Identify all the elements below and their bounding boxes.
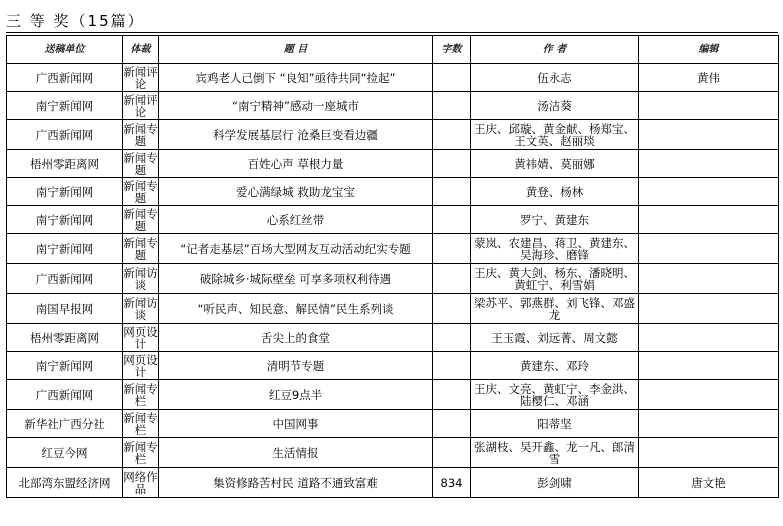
cell-author: 张湖枝、吴开鑫、龙一凡、郎清雪 xyxy=(471,438,639,468)
cell-author: 罗宁、黄建东 xyxy=(471,206,639,234)
cell-unit: 南国早报网 xyxy=(7,294,123,324)
table-row xyxy=(7,438,779,468)
cell-unit: 梧州零距离网 xyxy=(7,324,123,352)
cell-title: “南宁精神”感动一座城市 xyxy=(159,92,433,120)
cell-title: 集资修路苦村民 道路不通致富难 xyxy=(159,468,433,498)
cell-type: 新闻访谈 xyxy=(123,265,158,292)
cell-title: 宾鸡老人己倒下 “良知”亟待共同“捡起” xyxy=(159,64,433,92)
cell-words xyxy=(433,264,471,294)
cell-author: 王庆、黄大剑、杨东、潘晓明、黄虹宁、利雪娟 xyxy=(471,264,639,294)
cell-unit: 广西新闻网 xyxy=(7,380,123,410)
table-row xyxy=(7,92,779,120)
cell-author: 黄登、杨林 xyxy=(471,178,639,206)
cell-type: 新闻专题 xyxy=(123,121,158,148)
cell-unit: 南宁新闻网 xyxy=(7,352,123,380)
cell-editor xyxy=(639,178,779,206)
section-header xyxy=(6,8,778,33)
cell-words xyxy=(433,410,471,438)
cell-unit: 南宁新闻网 xyxy=(7,92,123,120)
cell-author: 黄建东、邓玲 xyxy=(471,352,639,380)
cell-author: 黄祎婧、莫丽娜 xyxy=(471,150,639,178)
table-row xyxy=(7,234,779,264)
cell-author: 梁苏平、郭燕群、刘飞锋、邓盛龙 xyxy=(471,294,639,324)
cell-words xyxy=(433,150,471,178)
cell-editor xyxy=(639,120,779,150)
cell-editor xyxy=(639,150,779,178)
table-row xyxy=(7,324,779,352)
header-author: 作 者 xyxy=(471,36,639,64)
cell-author: 彭剑啸 xyxy=(471,468,639,498)
cell-editor xyxy=(639,438,779,468)
cell-unit: 广西新闻网 xyxy=(7,120,123,150)
cell-type: 新闻评论 xyxy=(123,92,158,119)
cell-title: “记者走基层”百场大型网友互动活动纪实专题 xyxy=(159,234,433,264)
cell-editor xyxy=(639,352,779,380)
table-row xyxy=(7,264,779,294)
cell-title: 舌尖上的食堂 xyxy=(159,324,433,352)
header-editor: 编辑 xyxy=(639,36,779,64)
cell-words xyxy=(433,92,471,120)
cell-type: 新闻专题 xyxy=(123,178,158,205)
cell-title: 破除城乡·城际壁垒 可享多项权利待遇 xyxy=(159,264,433,294)
cell-words xyxy=(433,234,471,264)
header-words: 字数 xyxy=(433,36,471,64)
cell-editor xyxy=(639,206,779,234)
cell-type: 新闻访谈 xyxy=(123,295,158,322)
cell-author: 王庆、文亮、黄虹宁、李金洪、陆樱仁、邓涵 xyxy=(471,380,639,410)
table-row xyxy=(7,150,779,178)
cell-words xyxy=(433,380,471,410)
cell-type: 网页设计 xyxy=(123,352,158,379)
cell-author: 蒙岚、农建昌、蒋卫、黄建东、吴海珍、磨锋 xyxy=(471,234,639,264)
cell-title: 红豆9点半 xyxy=(159,380,433,410)
cell-unit: 北部湾东盟经济网 xyxy=(7,468,123,498)
section-title: 三 等 奖（15篇） xyxy=(6,12,145,30)
cell-editor xyxy=(639,324,779,352)
cell-author: 阳蒂坚 xyxy=(471,410,639,438)
table-row xyxy=(7,410,779,438)
cell-words xyxy=(433,438,471,468)
cell-words xyxy=(433,294,471,324)
cell-editor xyxy=(639,380,779,410)
cell-title: 心系红丝带 xyxy=(159,206,433,234)
header-title: 题 目 xyxy=(159,36,433,64)
table-row xyxy=(7,120,779,150)
cell-editor xyxy=(639,264,779,294)
cell-words xyxy=(433,324,471,352)
cell-editor xyxy=(639,294,779,324)
table-row xyxy=(7,178,779,206)
cell-editor: 唐文艳 xyxy=(639,468,779,498)
cell-type: 新闻专栏 xyxy=(123,439,158,466)
header-unit: 送稿单位 xyxy=(7,36,123,64)
cell-unit: 红豆今网 xyxy=(7,438,123,468)
cell-title: 中国网事 xyxy=(159,410,433,438)
cell-words xyxy=(433,178,471,206)
cell-title: 生活情报 xyxy=(159,438,433,468)
cell-unit: 南宁新闻网 xyxy=(7,234,123,264)
cell-words: 834 xyxy=(433,468,471,498)
table-row xyxy=(7,468,779,498)
cell-title: 清明节专题 xyxy=(159,352,433,380)
cell-words xyxy=(433,64,471,92)
cell-type: 新闻评论 xyxy=(123,64,158,91)
cell-unit: 广西新闻网 xyxy=(7,264,123,294)
cell-type: 新闻专题 xyxy=(123,206,158,233)
cell-editor xyxy=(639,92,779,120)
cell-title: 百姓心声 草根力量 xyxy=(159,150,433,178)
awards-table xyxy=(6,35,779,498)
header-type: 体裁 xyxy=(123,36,159,64)
cell-editor: 黄伟 xyxy=(639,64,779,92)
cell-author: 伍永志 xyxy=(471,64,639,92)
cell-type: 网络作品 xyxy=(123,469,158,496)
table-row xyxy=(7,64,779,92)
cell-title: 爱心满绿城 救助龙宝宝 xyxy=(159,178,433,206)
table-header-row xyxy=(7,36,779,64)
table-row xyxy=(7,206,779,234)
cell-unit: 广西新闻网 xyxy=(7,64,123,92)
table-row xyxy=(7,380,779,410)
cell-unit: 南宁新闻网 xyxy=(7,206,123,234)
cell-type: 新闻专栏 xyxy=(123,381,158,408)
cell-author: 王玉霞、刘远菁、周文懿 xyxy=(471,324,639,352)
table-row xyxy=(7,352,779,380)
cell-author: 汤洁葵 xyxy=(471,92,639,120)
cell-editor xyxy=(639,410,779,438)
cell-type: 网页设计 xyxy=(123,324,158,351)
cell-unit: 梧州零距离网 xyxy=(7,150,123,178)
cell-title: 科学发展基层行 沧桑巨变看边疆 xyxy=(159,120,433,150)
cell-words xyxy=(433,206,471,234)
cell-author: 王庆、邱璇、黄金献、杨郑宝、王文英、赵丽琰 xyxy=(471,120,639,150)
cell-type: 新闻专题 xyxy=(123,150,158,177)
cell-words xyxy=(433,120,471,150)
cell-words xyxy=(433,352,471,380)
cell-editor xyxy=(639,234,779,264)
cell-type: 新闻专栏 xyxy=(123,410,158,437)
cell-type: 新闻专题 xyxy=(123,235,158,262)
table-row xyxy=(7,294,779,324)
cell-unit: 南宁新闻网 xyxy=(7,178,123,206)
cell-title: “听民声、知民意、解民情”民生系列谈 xyxy=(159,294,433,324)
cell-unit: 新华社广西分社 xyxy=(7,410,123,438)
